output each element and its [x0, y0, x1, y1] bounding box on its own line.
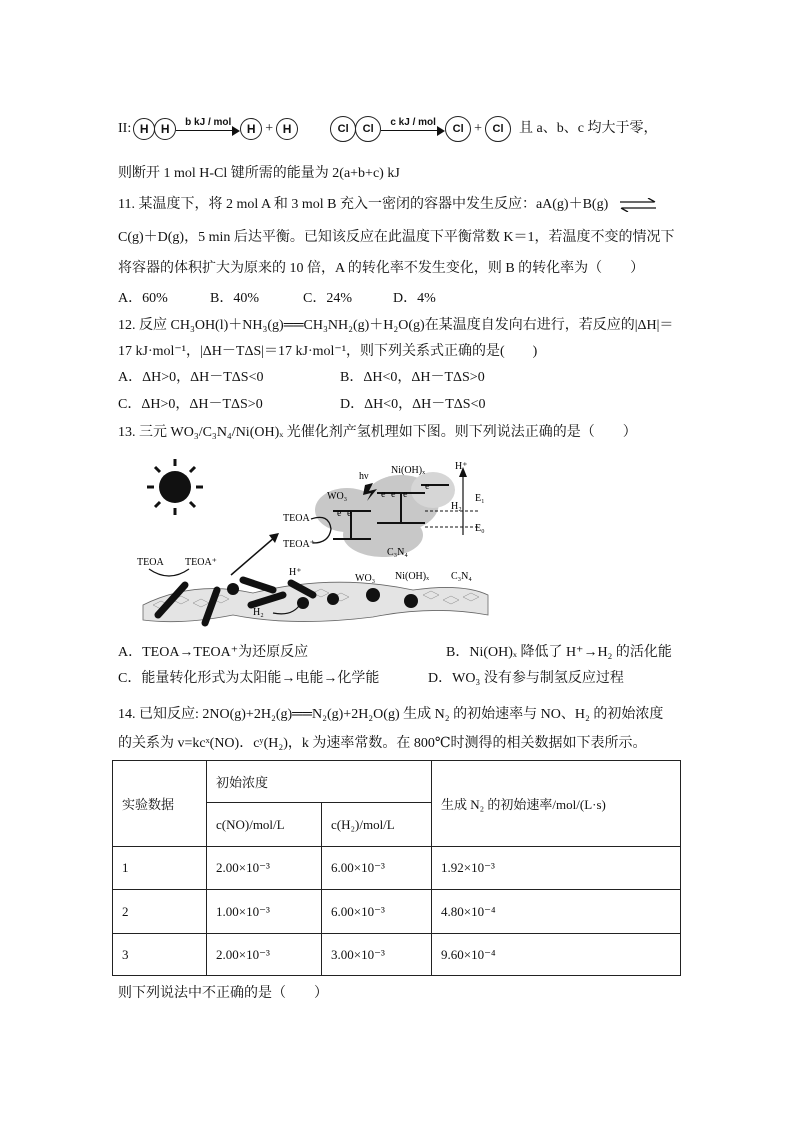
- q13-option-a[interactable]: A．TEOA→TEOA⁺为还原反应: [118, 645, 309, 660]
- cell-h2: 3.00×10⁻³: [322, 934, 432, 976]
- svg-text:e: e: [391, 489, 396, 500]
- equilibrium-arrow-icon: [618, 198, 658, 212]
- surface-teoa-plus: TEOA⁺: [185, 557, 217, 568]
- surface-wo3: WO₃: [355, 573, 376, 584]
- cell-no: 2.00×10⁻³: [207, 934, 322, 976]
- h-atom: H: [276, 118, 298, 140]
- reaction-arrow: [176, 117, 240, 141]
- h-atom: H: [133, 118, 155, 140]
- q11-option-a[interactable]: A．60%: [118, 291, 168, 306]
- q13-option-b[interactable]: B．Ni(OH)ₓ 降低了 H⁺→H₂ 的活化能: [446, 645, 672, 660]
- q12-option-c[interactable]: C．ΔH>0，ΔH－TΔS>0: [118, 397, 263, 412]
- diagram-nioh: Ni(OH)ₓ: [391, 465, 426, 476]
- q12-option-d[interactable]: D．ΔH<0，ΔH－TΔS<0: [340, 397, 486, 412]
- condition-text: 且 a、b、c 均大于零，: [519, 121, 658, 136]
- q11-line2: C(g)＋D(g)，5 min 后达平衡。已知该反应在此温度下平衡常数 K＝1，若温度不变的情况下: [118, 230, 675, 245]
- header-no: c(NO)/mol/L: [207, 803, 322, 847]
- diagram-h2: H₂: [451, 501, 462, 512]
- cell-h2: 6.00×10⁻³: [322, 847, 432, 890]
- header-experiment: 实验数据: [113, 761, 207, 847]
- svg-text:e: e: [403, 489, 408, 500]
- svg-text:e: e: [381, 489, 386, 500]
- q12-option-a[interactable]: A．ΔH>0，ΔH－TΔS<0: [118, 370, 264, 385]
- q11-line3: 将容器的体积扩大为原来的 10 倍，A 的转化率不发生变化，则 B 的转化率为（ ）: [118, 261, 645, 276]
- table-row: [113, 934, 681, 976]
- surface-hplus: H⁺: [289, 567, 302, 578]
- q11-text: 11. 某温度下，将 2 mol A 和 3 mol B 充入一密闭的容器中发生反应：aA(g)＋B(g): [118, 197, 609, 212]
- diagram-e1: E₁: [475, 493, 485, 504]
- sun-icon: [147, 459, 203, 515]
- cell-rate: 1.92×10⁻³: [432, 847, 681, 890]
- cell-h2: 6.00×10⁻³: [322, 890, 432, 934]
- q13-option-c[interactable]: C．能量转化形式为太阳能→电能→化学能: [118, 671, 380, 686]
- diagram-hplus: H⁺: [455, 461, 468, 472]
- surface-nioh: Ni(OH)ₓ: [395, 571, 430, 582]
- cell-id: 1: [113, 847, 207, 890]
- q12-option-b[interactable]: B．ΔH<0，ΔH－TΔS>0: [340, 370, 485, 385]
- cell-rate: 4.80×10⁻⁴: [432, 890, 681, 934]
- h-atom: H: [154, 118, 176, 140]
- surface-c3n4: C₃N₄: [451, 571, 472, 582]
- cell-id: 2: [113, 890, 207, 934]
- q14-after-text: 则下列说法中不正确的是（ ）: [118, 986, 328, 1001]
- h-atom: H: [240, 118, 262, 140]
- surface-h2: H₂: [253, 607, 264, 618]
- svg-text:e: e: [347, 508, 352, 519]
- conclusion-text: 则断开 1 mol H-Cl 键所需的能量为 2(a+b+c) kJ: [118, 166, 400, 181]
- q13-option-d[interactable]: D．WO₃ 没有参与制氢反应过程: [428, 671, 624, 686]
- diagram-hv: hν: [359, 471, 369, 482]
- plus-sign: +: [474, 121, 483, 136]
- rate-data-table: [112, 760, 681, 976]
- diagram-teoa: TEOA: [283, 513, 310, 524]
- header-rate: 生成 N₂ 的初始速率/mol/(L·s): [432, 761, 681, 847]
- q12-line1: 12. 反应 CH₃OH(l)＋NH₃(g)══CH₃NH₂(g)＋H₂O(g)在某温度自发向右进行，若反应的|ΔH|＝: [118, 318, 674, 333]
- cell-rate: 9.60×10⁻⁴: [432, 934, 681, 976]
- q11-option-d[interactable]: D．4%: [393, 291, 436, 306]
- svg-text:e: e: [337, 508, 342, 519]
- diagram-e0: E₀: [475, 523, 485, 534]
- h-bond-energy: b kJ / mol: [185, 117, 232, 128]
- table-row: [113, 847, 681, 890]
- header-h2: c(H₂)/mol/L: [322, 803, 432, 847]
- svg-text:e: e: [425, 481, 430, 492]
- reaction-arrow: [381, 117, 445, 141]
- q12-line2: 17 kJ·mol⁻¹，|ΔH－TΔS|＝17 kJ·mol⁻¹，则下列关系式正确的是( ): [118, 344, 538, 359]
- cell-id: 3: [113, 934, 207, 976]
- q13-line1: 13. 三元 WO₃/C₃N₄/Ni(OH)ₓ 光催化剂产氢机理如下图。则下列说法正确的是（ ）: [118, 425, 637, 440]
- q11-option-c[interactable]: C．24%: [303, 291, 352, 306]
- header-initial-concentration: 初始浓度: [207, 761, 432, 803]
- q11-option-b[interactable]: B．40%: [210, 291, 259, 306]
- plus-sign: +: [265, 121, 274, 136]
- cl-atom: Cl: [330, 116, 356, 142]
- cl-atom: Cl: [485, 116, 511, 142]
- cell-no: 2.00×10⁻³: [207, 847, 322, 890]
- diagram-c3n4: C₃N₄: [387, 547, 408, 558]
- q14-line2: 的关系为 v=kcˣ(NO)．cʸ(H₂)，k 为速率常数。在 800℃时测得的相关数据如下表所示。: [118, 736, 647, 751]
- surface-teoa: TEOA: [137, 557, 164, 568]
- cl-atom: Cl: [445, 116, 471, 142]
- catalyst-surface: [143, 580, 488, 623]
- photocatalyst-diagram: [133, 455, 513, 645]
- table-row: [113, 890, 681, 934]
- q11-line1: [118, 195, 658, 215]
- cl-bond-energy: c kJ / mol: [390, 117, 436, 128]
- part-label: II:: [118, 121, 132, 136]
- cell-no: 1.00×10⁻³: [207, 890, 322, 934]
- cl-atom: Cl: [355, 116, 381, 142]
- q14-line1: 14. 已知反应: 2NO(g)+2H₂(g)══N₂(g)+2H₂O(g) 生成 N₂ 的初始速率与 NO、H₂ 的初始浓度: [118, 707, 664, 722]
- bond-energy-line: [118, 116, 657, 142]
- diagram-wo3: WO₃: [327, 491, 348, 502]
- diagram-teoa-plus: TEOA⁺: [283, 539, 315, 550]
